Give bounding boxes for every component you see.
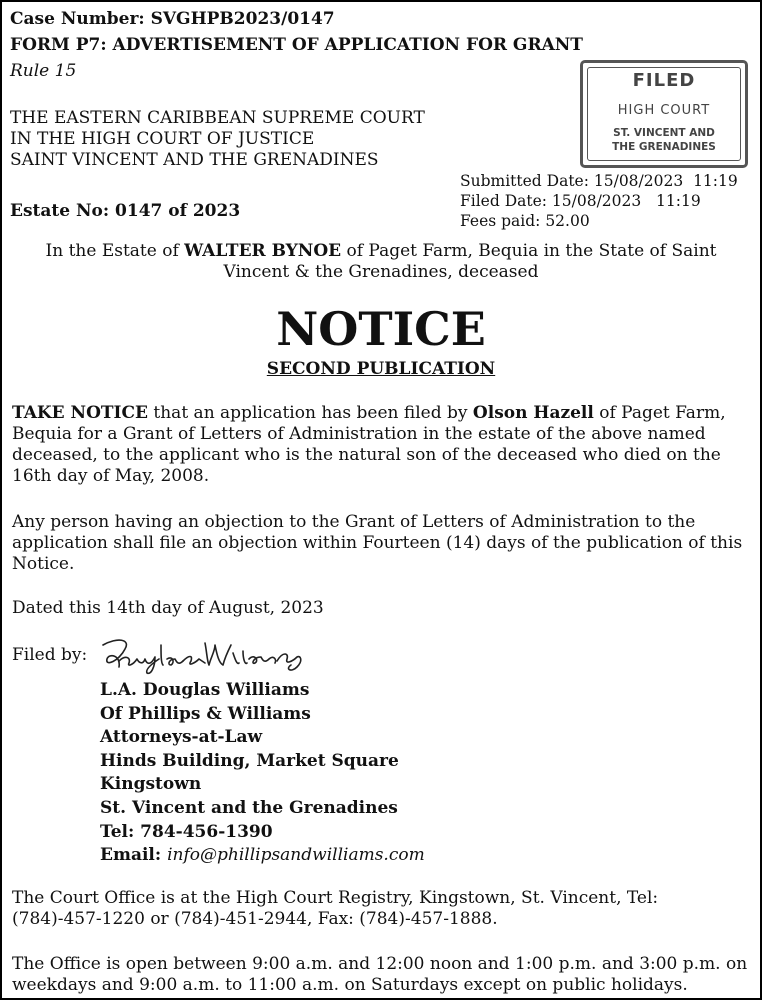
attorney-tel: Tel: 784-456-1390 — [100, 821, 273, 842]
attorney-building: Hinds Building, Market Square — [100, 750, 399, 771]
attorney-city: Kingstown — [100, 774, 202, 795]
attorney-email-line — [100, 844, 425, 868]
court-line-1: THE EASTERN CARIBBEAN SUPREME COURT — [10, 108, 425, 128]
stamp-filed-text: FILED — [632, 70, 696, 91]
stamp-country-line-1: ST. VINCENT AND — [613, 127, 715, 139]
attorney-firm: Of Phillips & Williams — [100, 703, 311, 724]
stamp-country-line-2: THE GRENADINES — [612, 141, 716, 153]
filed-stamp — [580, 60, 748, 168]
paragraph-1-part-2: of Paget Farm, Bequia for a Grant of Letters of Administration in the estate of the above named deceased, to the applicant who is the natural son of the deceased who died on the 16th day of May, 2008. — [12, 403, 726, 486]
deceased-name: WALTER BYNOE — [184, 241, 342, 261]
rule-reference: Rule 15 — [10, 61, 77, 81]
publication-label — [2, 359, 760, 380]
email-address: info@phillipsandwilliams.com — [167, 845, 425, 866]
court-line-2: IN THE HIGH COURT OF JUSTICE — [10, 129, 315, 149]
filing-info — [460, 171, 738, 231]
attorney-address — [100, 679, 425, 868]
estate-number: Estate No: 0147 of 2023 — [10, 201, 241, 221]
estate-line-prefix: In the Estate of — [45, 241, 185, 261]
form-title: FORM P7: ADVERTISEMENT OF APPLICATION FOR GRANT — [10, 35, 583, 55]
court-line-3: SAINT VINCENT AND THE GRENADINES — [10, 150, 379, 170]
court-office-info: The Court Office is at the High Court Registry, Kingstown, St. Vincent, Tel: (784)-457-1220 or (784)-451-2944, Fax: (784)-457-1888. — [12, 888, 659, 929]
stamp-court-text: HIGH COURT — [617, 103, 711, 118]
fees-paid: Fees paid: 52.00 — [460, 212, 590, 230]
estate-line-suffix: of Paget Farm, Bequia in the State of Saint Vincent & the Grenadines, deceased — [223, 241, 717, 282]
submitted-date: Submitted Date: 15/08/2023 11:19 — [460, 172, 738, 190]
filed-date: Filed Date: 15/08/2023 11:19 — [460, 192, 701, 210]
attorney-country: St. Vincent and the Grenadines — [100, 797, 398, 818]
dated-line: Dated this 14th day of August, 2023 — [12, 598, 324, 618]
paragraph-1-part-1: that an application has been filed by — [148, 403, 473, 423]
filed-by-label: Filed by: — [12, 645, 88, 665]
court-heading — [10, 108, 425, 171]
applicant-name: Olson Hazell — [472, 403, 594, 423]
estate-line — [16, 241, 746, 283]
notice-title: NOTICE — [276, 302, 486, 356]
take-notice-lead: TAKE NOTICE — [12, 403, 148, 423]
notice-paragraph-2: Any person having an objection to the Grant of Letters of Administration to the application shall file an objection within Fourteen (14) days of the publication of this Notice. — [12, 512, 743, 574]
attorney-name: L.A. Douglas Williams — [100, 680, 310, 700]
court-office-hours: The Office is open between 9:00 a.m. and 12:00 noon and 1:00 p.m. and 3:00 p.m. on weekdays and 9:00 a.m. to 11:00 a.m. on Saturdays except on public holidays. — [12, 954, 748, 995]
case-number: Case Number: SVGHPB2023/0147 — [10, 9, 335, 29]
signature-icon — [97, 631, 312, 685]
email-label: Email: — [100, 845, 162, 866]
notice-paragraph-1 — [12, 403, 748, 487]
attorney-role: Attorneys-at-Law — [100, 727, 263, 748]
publication-text: SECOND PUBLICATION — [266, 359, 496, 379]
